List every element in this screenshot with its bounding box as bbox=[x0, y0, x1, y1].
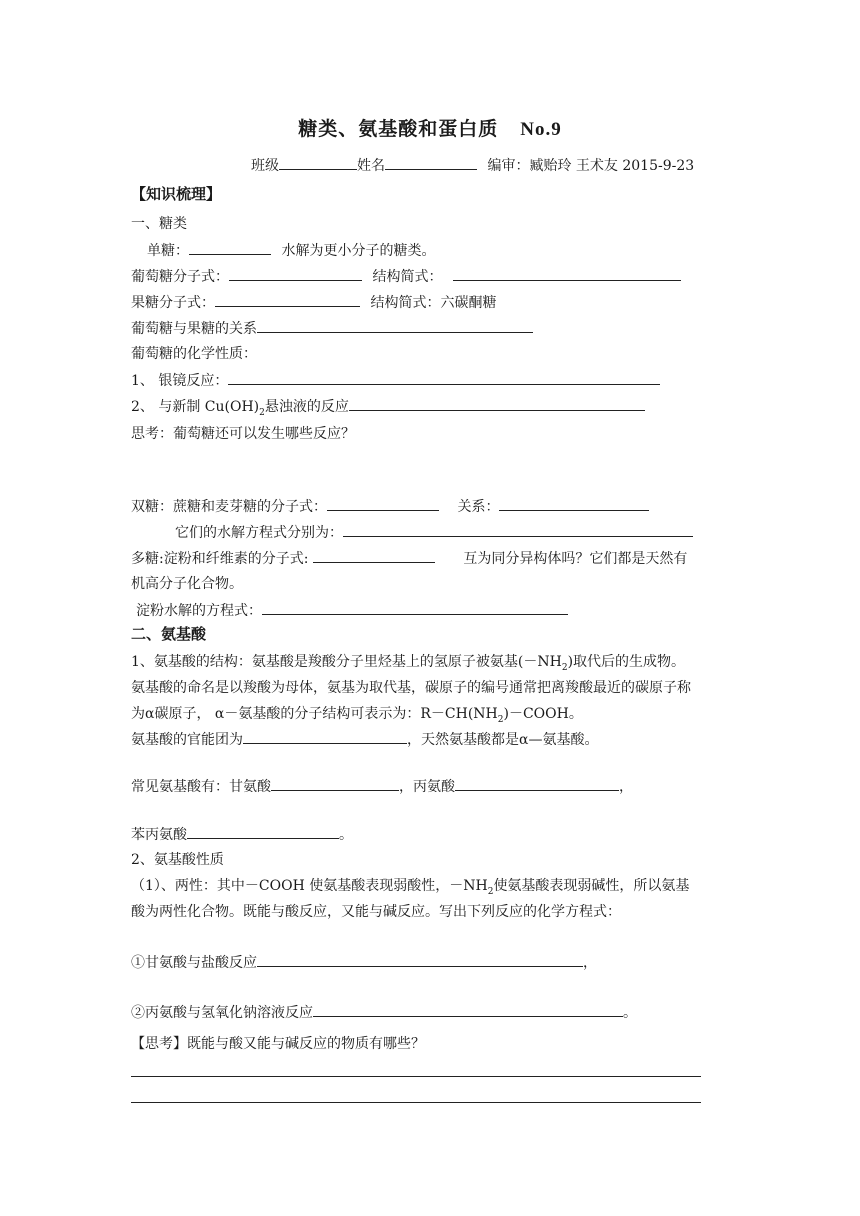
disaccharide-hydrolysis-blank[interactable] bbox=[343, 522, 693, 537]
amphoteric-text-a: （1）、两性：其中－COOH 使氨基酸表现弱酸性，－NH bbox=[131, 878, 488, 894]
alpha-formula-text-b: )－COOH。 bbox=[503, 706, 583, 722]
relation-blank[interactable] bbox=[257, 318, 533, 333]
amino-structure-line-1 bbox=[131, 652, 685, 672]
fructose-formula-line bbox=[131, 292, 496, 313]
alpha-nh2-subscript: 2 bbox=[497, 714, 504, 725]
glycine-blank[interactable] bbox=[271, 776, 399, 791]
amph-nh2-subscript: 2 bbox=[487, 886, 494, 897]
name-blank[interactable] bbox=[385, 155, 477, 170]
functional-group-tail: ，天然氨基酸都是α—氨基酸。 bbox=[407, 732, 599, 748]
alanine-naoh-blank[interactable] bbox=[313, 1002, 623, 1017]
monosaccharide-line bbox=[147, 240, 435, 261]
amino-structure-text-a: 1、氨基酸的结构：氨基酸是羧酸分子里烃基上的氢原子被氨基(－NH bbox=[131, 654, 562, 670]
name-label: 姓名 bbox=[357, 158, 385, 174]
starch-hydrolysis-blank[interactable] bbox=[262, 600, 568, 615]
comma-2: ， bbox=[583, 955, 597, 971]
starch-hydrolysis-line bbox=[136, 600, 568, 621]
class-label: 班级 bbox=[251, 158, 279, 174]
common-amino-line bbox=[131, 776, 633, 797]
polysaccharide-question-cont: 机高分子化合物。 bbox=[131, 576, 243, 592]
glucose-structure-label: 结构简式： bbox=[372, 269, 443, 285]
comma: ， bbox=[619, 779, 633, 795]
cuoh2-label: 2、 与新制 Cu(OH) bbox=[131, 399, 260, 415]
section-knowledge-heading: 【知识梳理】 bbox=[131, 185, 222, 203]
amino-structure-text-b: )取代后的生成物。 bbox=[567, 654, 686, 670]
silver-mirror-line bbox=[131, 370, 660, 391]
alanine-naoh-label: ②丙氨酸与氢氧化钠溶液反应 bbox=[131, 1005, 313, 1021]
phenylalanine-blank[interactable] bbox=[187, 824, 339, 839]
mono-blank[interactable] bbox=[189, 240, 271, 255]
fructose-structure-text: 结构简式：六碳酮糖 bbox=[370, 295, 497, 311]
amino-structure-line-3 bbox=[131, 704, 583, 724]
glucose-formula-blank[interactable] bbox=[229, 266, 362, 281]
period-2: 。 bbox=[623, 1005, 637, 1021]
cuoh2-line bbox=[131, 396, 645, 417]
cuoh2-subscript: 2 bbox=[259, 407, 265, 418]
disaccharide-label: 双糖：蔗糖和麦芽糖的分子式： bbox=[131, 499, 327, 515]
think-amphoteric: 【思考】既能与酸又能与碱反应的物质有哪些？ bbox=[131, 1036, 425, 1052]
nh2-subscript: 2 bbox=[561, 662, 568, 673]
starch-hydrolysis-label: 淀粉水解的方程式： bbox=[136, 603, 262, 619]
polysaccharide-blank[interactable] bbox=[313, 548, 435, 563]
amphoteric-line-2: 酸为两性化合物。既能与酸反应，又能与碱反应。写出下列反应的化学方程式： bbox=[131, 904, 621, 920]
alanine-blank[interactable] bbox=[455, 776, 619, 791]
page-title bbox=[0, 114, 860, 141]
think-glucose: 思考：葡萄糖还可以发生哪些反应？ bbox=[131, 426, 355, 442]
polysaccharide-line bbox=[131, 548, 687, 569]
glucose-formula-line bbox=[131, 266, 681, 287]
glycine-hcl-blank[interactable] bbox=[257, 952, 583, 967]
phenylalanine-label: 苯丙氨酸 bbox=[131, 827, 187, 843]
title-number: No.9 bbox=[520, 119, 562, 140]
class-blank[interactable] bbox=[279, 155, 357, 170]
disaccharide-relation-label: 关系： bbox=[457, 499, 500, 515]
header-info-line bbox=[251, 155, 694, 176]
amphoteric-line-1 bbox=[131, 876, 689, 896]
sugar-heading: 一、糖类 bbox=[131, 216, 187, 232]
answer-line-2[interactable] bbox=[131, 1102, 701, 1103]
silver-mirror-blank[interactable] bbox=[228, 370, 660, 385]
functional-group-label: 氨基酸的官能团为 bbox=[131, 732, 243, 748]
polysaccharide-label: 多糖:淀粉和纤维素的分子式: bbox=[131, 551, 309, 567]
amino-props-heading: 2、氨基酸性质 bbox=[131, 852, 224, 868]
alanine-label: ，丙氨酸 bbox=[399, 779, 455, 795]
fructose-formula-label: 果糖分子式： bbox=[131, 295, 215, 311]
alpha-formula-text-a: 为α碳原子， α－氨基酸的分子结构可表示为：R－CH(NH bbox=[131, 706, 498, 722]
disaccharide-hydrolysis-label: 它们的水解方程式分别为： bbox=[175, 525, 343, 541]
disaccharide-line bbox=[131, 496, 649, 517]
period: 。 bbox=[339, 827, 353, 843]
polysaccharide-question: 互为同分异构体吗？它们都是天然有 bbox=[463, 551, 688, 567]
title-text: 糖类、氨基酸和蛋白质 bbox=[298, 118, 499, 140]
phenylalanine-line bbox=[131, 824, 353, 845]
disaccharide-hydrolysis-line bbox=[175, 522, 693, 543]
relation-line bbox=[131, 318, 533, 339]
alanine-naoh-line bbox=[131, 1002, 637, 1023]
amphoteric-text-b: 使氨基酸表现弱碱性，所以氨基 bbox=[493, 878, 690, 894]
amino-acid-heading: 二、氨基酸 bbox=[131, 625, 207, 643]
chem-props-label: 葡萄糖的化学性质： bbox=[131, 346, 257, 362]
cuoh2-label-tail: 悬浊液的反应 bbox=[264, 399, 349, 415]
glucose-structure-blank[interactable] bbox=[453, 266, 681, 281]
glycine-label: 常见氨基酸有：甘氨酸 bbox=[131, 779, 271, 795]
glucose-formula-label: 葡萄糖分子式： bbox=[131, 269, 229, 285]
relation-label: 葡萄糖与果糖的关系 bbox=[131, 321, 257, 337]
cuoh2-blank[interactable] bbox=[349, 396, 645, 411]
mono-label: 单糖： bbox=[147, 243, 189, 259]
amino-structure-line-2: 氨基酸的命名是以羧酸为母体，氨基为取代基，碳原子的编号通常把离羧酸最近的碳原子称 bbox=[131, 680, 691, 696]
glycine-hcl-label: ①甘氨酸与盐酸反应 bbox=[131, 955, 257, 971]
fructose-formula-blank[interactable] bbox=[215, 292, 360, 307]
answer-line-1[interactable] bbox=[131, 1076, 701, 1077]
mono-tail: 水解为更小分子的糖类。 bbox=[281, 243, 436, 259]
functional-group-line bbox=[131, 729, 598, 750]
disaccharide-blank[interactable] bbox=[327, 496, 439, 511]
editor-info: 编审：臧贻玲 王术友 2015-9-23 bbox=[487, 158, 695, 174]
glycine-hcl-line bbox=[131, 952, 597, 973]
disaccharide-relation-blank[interactable] bbox=[499, 496, 649, 511]
functional-group-blank[interactable] bbox=[243, 729, 407, 744]
silver-mirror-label: 1、 银镜反应： bbox=[131, 373, 229, 389]
